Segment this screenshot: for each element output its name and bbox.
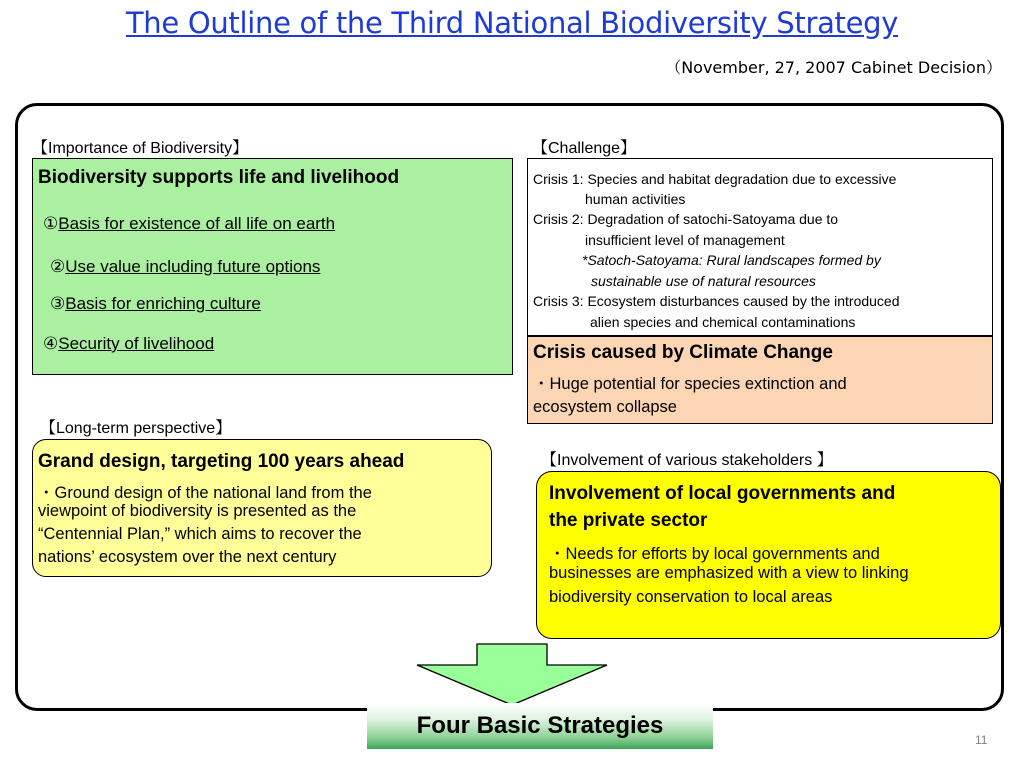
involvement-line: biodiversity conservation to local areas	[549, 588, 833, 606]
crisis-line: Crisis 3: Ecosystem disturbances caused by the introduced	[533, 293, 900, 309]
crisis-line: Crisis 1: Species and habitat degradation due to excessive	[533, 171, 897, 187]
crisis-line: insufficient level of management	[585, 232, 785, 248]
grand-design-box	[32, 439, 492, 577]
item-number: ③	[50, 294, 66, 313]
crisis-note: sustainable use of natural resources	[591, 273, 816, 289]
importance-heading: Biodiversity supports life and livelihood	[38, 167, 400, 188]
grand-design-line: “Centennial Plan,” which aims to recover the	[38, 525, 362, 543]
item-number: ④	[43, 334, 59, 353]
page-number: 11	[975, 733, 988, 747]
climate-line: ecosystem collapse	[533, 398, 677, 416]
slide-title: The Outline of the Third National Biodiversity Strategy	[125, 6, 899, 40]
importance-item-2	[50, 257, 320, 277]
climate-crisis-box	[527, 336, 993, 424]
importance-label: 【Importance of Biodiversity】	[32, 140, 249, 157]
crisis-line: human activities	[585, 191, 686, 207]
involvement-label: 【Involvement of various stakeholders 】	[541, 452, 833, 469]
importance-item-3	[50, 294, 261, 314]
climate-heading: Crisis caused by Climate Change	[533, 342, 833, 363]
grand-design-line: viewpoint of biodiversity is presented as the	[38, 502, 357, 520]
crisis-line: Crisis 2: Degradation of satochi-Satoyama due to	[533, 211, 839, 227]
importance-box	[32, 158, 513, 375]
crisis-note: *Satoch-Satoyama: Rural landscapes formed by	[582, 252, 881, 268]
slide-subtitle: （November, 27, 2007 Cabinet Decision）	[665, 58, 1002, 77]
item-text: Basis for existence of all life on earth	[58, 214, 336, 233]
grand-design-line: ・Ground design of the national land from the	[38, 484, 372, 502]
long-term-label: 【Long-term perspective】	[40, 420, 232, 437]
involvement-heading: Involvement of local governments and	[549, 483, 896, 504]
challenge-label: 【Challenge】	[532, 140, 637, 157]
item-text: Use value including future options	[65, 257, 321, 276]
item-number: ②	[50, 257, 66, 276]
grand-design-line: nations’ ecosystem over the next century	[38, 548, 337, 566]
involvement-line: businesses are emphasized with a view to linking	[549, 564, 909, 582]
four-basic-strategies-banner: Four Basic Strategies	[367, 703, 713, 749]
involvement-heading: the private sector	[549, 510, 708, 531]
importance-item-4	[43, 334, 214, 354]
down-arrow-icon	[415, 643, 609, 707]
item-text: Security of livelihood	[58, 334, 215, 353]
item-number: ①	[43, 214, 59, 233]
grand-design-heading: Grand design, targeting 100 years ahead	[38, 451, 405, 472]
item-text: Basis for enriching culture	[65, 294, 261, 313]
importance-item-1	[43, 214, 335, 234]
involvement-line: ・Needs for efforts by local governments and	[549, 545, 880, 563]
crisis-line: alien species and chemical contaminations	[590, 314, 856, 330]
crisis-list-box	[527, 158, 993, 336]
climate-line: ・Huge potential for species extinction and	[533, 375, 847, 393]
involvement-box	[536, 471, 1001, 639]
